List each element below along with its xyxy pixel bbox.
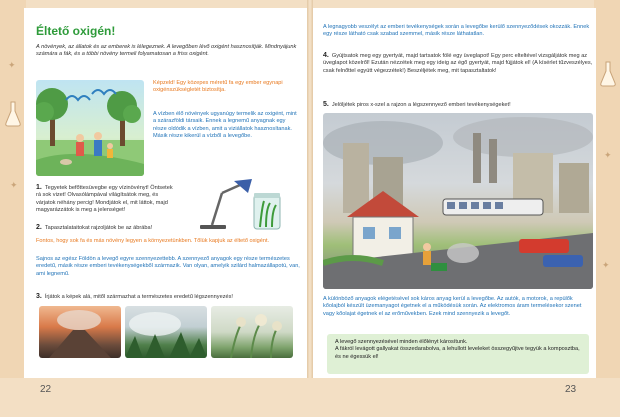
- fact-blue-pollution: Sajnos az egész Földön a levegő egyre szennyezettebb. A szennyező anyagok egy része természetes eredetű, másik része emberi tevékenységekből származik. Van olyan, amelyik szilárd halmazállapotú, van, ami legnemű.: [36, 256, 300, 277]
- fact-blue: A vízben élő növények ugyanúgy termelik az oxigént, mint a szárazföldi társaik. Ennek a legnemű anyagnak egy része oldódik a vízben, amit a viziállatok hasznosítanak. Másik része kikerül a vízből a levegőbe.: [153, 111, 297, 140]
- step-number: 3.: [36, 293, 42, 300]
- flask-icon: [599, 60, 617, 88]
- step-5: [323, 101, 593, 109]
- step-number: 1.: [36, 184, 42, 191]
- star-icon: ✦: [602, 260, 610, 270]
- page-number-right: 23: [565, 384, 577, 395]
- step-3: [36, 293, 301, 301]
- volcano-photo: [39, 306, 121, 358]
- city-pollution-illustration: [323, 113, 593, 289]
- page-number-left: 22: [40, 384, 52, 395]
- summary-box: [327, 334, 589, 374]
- summary-line-1: A levegő szennyezésével minden élőlényt károsítunk.: [335, 339, 468, 345]
- fact-blue-burning: A különböző anyagok elégetésével sok káros anyag kerül a levegőbe. Az autók, a motorok, a repülők kőolajból készült üzemanyagot égetnek el a működésük során. Az elektromos áram termelésekor szenet vagy kőolajat égetnek el az erőművekben. Ezek mind szennyezik a levegőt.: [323, 296, 582, 317]
- footer-band: [0, 378, 620, 417]
- lamp-jar-illustration: [190, 175, 290, 231]
- step-number: 5.: [323, 101, 329, 108]
- step-text: Jelöljétek piros x-szel a rajzon a légszennyező emberi tevékenységeket!: [331, 102, 511, 108]
- star-icon: ✦: [10, 180, 18, 190]
- step-1: [36, 184, 176, 215]
- fact-orange-trees: Fontos, hogy sok fa és más növény legyen a környezetünkben. Tőlük kapjuk az éltető oxigént.: [36, 238, 270, 244]
- flask-icon: [4, 100, 22, 128]
- fact-blue-top: A legnagyobb veszélyt az emberi tevékenységek során a levegőbe kerülő szennyeződések okozzák. Ennek egy része látható csak szabad szemmel, másik része láthatatlan.: [323, 24, 590, 38]
- step-text: Tapasztalataitokat rajzoljátok be az ábrába!: [44, 225, 153, 231]
- step-2: [36, 224, 301, 232]
- summary-line-2: A fákról levágott gallyakat összedarabolva, a lehullott leveleket összegyűjtve tegyük a komposztba, és ne égessük el!: [335, 346, 580, 360]
- step-number: 2.: [36, 224, 42, 231]
- page-title: Éltető oxigén!: [36, 24, 116, 38]
- forest-fire-photo: [125, 306, 207, 358]
- fact-orange: Képzeld! Egy közepes méretű fa egy ember egynapi oxigénszükségletét biztosítja.: [153, 80, 283, 94]
- step-text: Írjátok a képek alá, mitől származhat a természetes eredetű légszennyezés!: [44, 294, 233, 300]
- star-icon: ✦: [604, 150, 612, 160]
- step-text: Gyújtsatok meg egy gyertyát, majd tartsatok fölé egy üveglapot! Egy perc elteltével vizsgáljátok meg az üveglapot közelről! Ezután nézzétek meg egy ideig az égő gyertyát, majd fújjátok el! (A kísérlet tűzveszélyes, csak felnőttel együtt végezzétek!) Beszéljétek meg, mit tapasztaltatok!: [323, 53, 593, 74]
- book-gutter: [307, 0, 313, 417]
- step-text: Tegyetek befőttesüvegbe egy vízinövényt! Öntsetek rá sok vizet! Olvasólámpával világítsátok meg, és várjatok néhány percig! Mondjátok el, mit láttok, majd magyarázzátok is meg a jelenséget!: [36, 185, 173, 214]
- intro-text: A növények, az állatok és az emberek is lélegeznek. A levegőben lévő oxigént hasznosítják. Mindnyájunk számára a fák, és a többi növény termeli folyamatosan a friss oxigént.: [36, 44, 297, 58]
- step-number: 4.: [323, 52, 329, 59]
- star-icon: ✦: [8, 60, 16, 70]
- step-4: [323, 52, 593, 75]
- park-illustration: [36, 80, 144, 176]
- pollen-photo: [211, 306, 293, 358]
